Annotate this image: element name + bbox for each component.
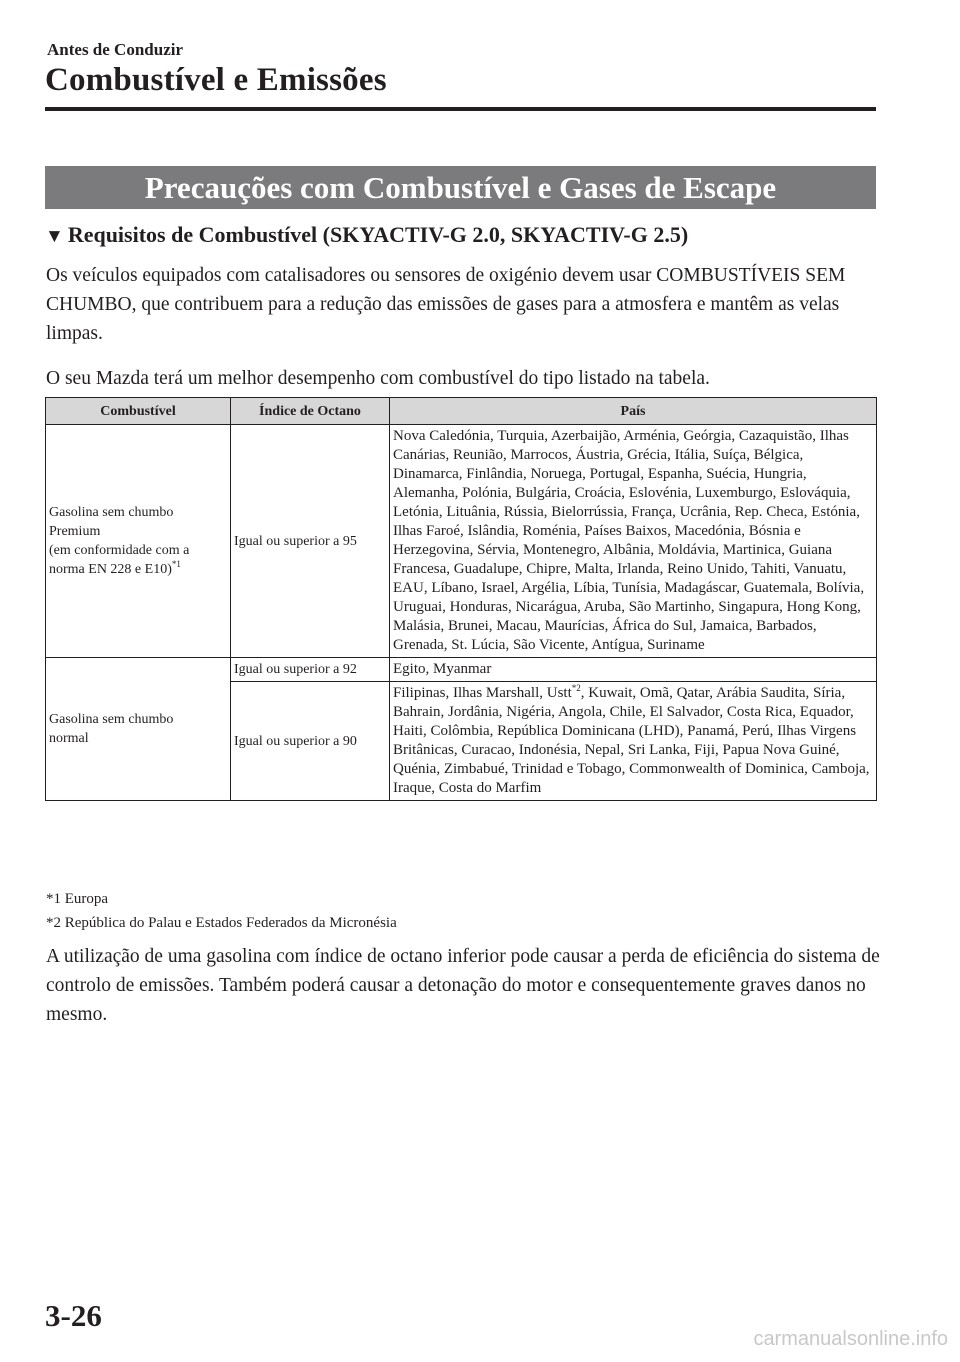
countries-cell: Nova Caledónia, Turquia, Azerbaijão, Arménia, Geórgia, Cazaquistão, Ilhas Canárias, Reunião, Marrocos, Áustria, Grécia, Itália, Suíça, Bélgica, Dinamarca, Finlândia, Noruega, Portugal, Espanha, Suécia, Hungria, Alemanha, Polónia, Bulgária, Croácia, Eslovénia, Luxemburgo, Eslováquia, Letónia, Lituânia, Rússia, Bielorrússia, França, Ucrânia, Rep. Checa, Estónia, Ilhas Faroé, Islândia, Roménia, Países Baixos, Macedónia, Bósnia e Herzegovina, Sérvia, Montenegro, Albânia, Moldávia, Martinica, Guiana Francesa, Guadalupe, Chipre, Malta, Irlanda, Reino Unido, Tahiti, Vanuatu, EAU, Líbano, Israel, Argélia, Líbia, Tunísia, Madagáscar, Guatemala, Bolívia, Uruguai, Honduras, Nicarágua, Aruba, São Martinho, Singapura, Hong Kong, Malásia, Brunei, Macau, Maurícias, África do Sul, Jamaica, Barbados, Grenada, St. Lúcia, São Vicente, Antígua, Suriname <box>390 425 877 658</box>
fuel-premium-cell <box>46 425 231 658</box>
fuel-line: normal <box>49 731 89 746</box>
warning-paragraph: A utilização de uma gasolina com índice de octano inferior pode causar a perda de eficiência do sistema de controlo de emissões. Também poderá causar a detonação do motor e consequentemente graves danos no mesmo. <box>46 946 880 1025</box>
title-divider <box>45 107 876 111</box>
footnote-ref-1: *1 <box>171 559 181 569</box>
countries-text: Filipinas, Ilhas Marshall, Ustt <box>393 685 572 701</box>
page-number: 3-26 <box>45 1298 102 1333</box>
octane-cell: Igual ou superior a 90 <box>231 682 390 801</box>
table-header-row <box>46 398 877 425</box>
table-intro-paragraph: O seu Mazda terá um melhor desempenho com combustível do tipo listado na tabela. <box>46 368 710 389</box>
table-row <box>46 425 877 658</box>
page-title: Combustível e Emissões <box>45 62 387 98</box>
countries-cell: Egito, Myanmar <box>390 658 877 682</box>
intro-paragraph: Os veículos equipados com catalisadores ou sensores de oxigénio devem usar COMBUSTÍVEIS SEM CHUMBO, que contribuem para a redução das emissões de gases para a atmosfera e mantêm as velas limpas. <box>46 265 846 344</box>
fuel-regular-cell <box>46 658 231 801</box>
fuel-line: Gasolina sem chumbo <box>49 505 174 520</box>
table-row <box>46 658 877 682</box>
header-octane: Índice de Octano <box>231 398 390 425</box>
countries-text: , Kuwait, Omã, Qatar, Arábia Saudita, Síria, Bahrain, Jordânia, Nigéria, Angola, Chile, El Salvador, Costa Rica, Equador, Haiti, Colômbia, República Dominicana (LHD), Panamá, Perú, Ilhas Virgens Britânicas, Curacao, Indonésia, Nepal, Sri Lanka, Fiji, Papua Nova Guiné, Quénia, Zimbabué, Trinidad e Tobago, Commonwealth of Dominica, Camboja, Iraque, Costa do Marfim <box>393 685 870 796</box>
triangle-down-icon: ▼ <box>45 226 64 247</box>
footnote-1: *1 Europa <box>46 891 109 907</box>
fuel-line: (em conformidade com a <box>49 543 190 558</box>
fuel-line: Gasolina sem chumbo <box>49 712 174 727</box>
footnote-ref-2: *2 <box>571 683 581 693</box>
octane-cell: Igual ou superior a 95 <box>231 425 390 658</box>
fuel-line: norma EN 228 e E10) <box>49 562 172 577</box>
countries-cell <box>390 682 877 801</box>
header-fuel: Combustível <box>46 398 231 425</box>
section-banner: Precauções com Combustível e Gases de Escape <box>45 166 876 209</box>
fuel-line: Premium <box>49 524 101 539</box>
chapter-label: Antes de Conduzir <box>47 40 184 59</box>
section-heading-text: Requisitos de Combustível (SKYACTIV-G 2.0, SKYACTIV-G 2.5) <box>67 222 689 247</box>
fuel-table <box>45 397 877 801</box>
octane-cell: Igual ou superior a 92 <box>231 658 390 682</box>
section-heading <box>45 222 688 248</box>
watermark: carmanualsonline.info <box>753 1328 948 1350</box>
footnote-2: *2 República do Palau e Estados Federados da Micronésia <box>46 915 397 931</box>
header-country: País <box>390 398 877 425</box>
